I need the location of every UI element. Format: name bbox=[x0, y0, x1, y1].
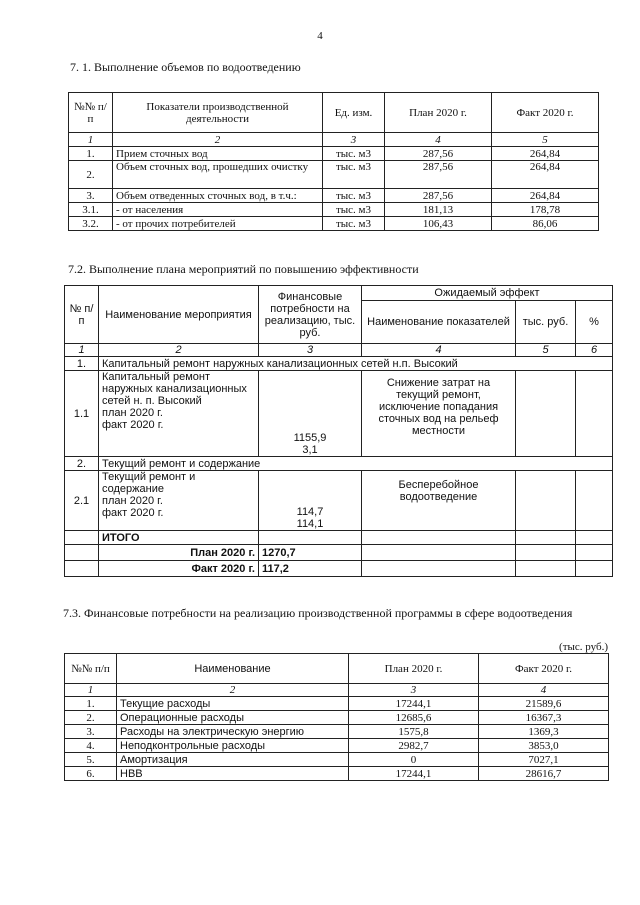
empty-cell bbox=[576, 471, 613, 531]
row-number: 1. bbox=[69, 147, 113, 161]
row-name bbox=[99, 371, 259, 457]
header-cell: Факт 2020 г. bbox=[492, 93, 599, 133]
column-number: 3 bbox=[349, 684, 479, 697]
measure-name: Капитальный ремонт наружных канализационных сетей н. п. Высокий bbox=[102, 371, 247, 407]
header-cell: Ед. изм. bbox=[323, 93, 385, 133]
header-cell: Ожидаемый эффект bbox=[362, 286, 613, 301]
section-title-7-2: 7.2. Выполнение плана мероприятий по повышению эффективности bbox=[68, 262, 419, 276]
table-row bbox=[65, 753, 609, 767]
row-name bbox=[99, 471, 259, 531]
header-cell: % bbox=[576, 301, 613, 344]
row-fact: 28616,7 bbox=[479, 767, 609, 781]
row-plan: 287,56 bbox=[385, 161, 492, 189]
column-number: 4 bbox=[479, 684, 609, 697]
empty-cell bbox=[576, 545, 613, 561]
row-plan: 0 bbox=[349, 753, 479, 767]
row-plan: 17244,1 bbox=[349, 767, 479, 781]
row-effect: Снижение затрат на текущий ремонт, исключение попадания сточных вод на рельеф местности bbox=[362, 371, 516, 457]
column-number: 2 bbox=[99, 344, 259, 357]
header-cell: План 2020 г. bbox=[385, 93, 492, 133]
row-number: 2. bbox=[69, 161, 113, 189]
empty-cell bbox=[259, 531, 362, 545]
table-row bbox=[65, 371, 613, 457]
row-plan: 2982,7 bbox=[349, 739, 479, 753]
row-number: 2. bbox=[65, 711, 117, 725]
column-number: 3 bbox=[259, 344, 362, 357]
header-cell: Наименование мероприятия bbox=[99, 286, 259, 344]
row-plan: 181,13 bbox=[385, 203, 492, 217]
column-number: 2 bbox=[113, 133, 323, 147]
column-number: 1 bbox=[65, 344, 99, 357]
empty-cell bbox=[576, 561, 613, 577]
table-row bbox=[65, 725, 609, 739]
column-number: 5 bbox=[492, 133, 599, 147]
group-number: 1. bbox=[65, 357, 99, 371]
row-finance bbox=[259, 471, 362, 531]
fact-value: 114,1 bbox=[296, 518, 324, 530]
row-number: 6. bbox=[65, 767, 117, 781]
water-disposal-volumes-table bbox=[68, 92, 599, 231]
table-row bbox=[69, 189, 599, 203]
header-cell: Финансовые потребности на реализацию, тыс. руб. bbox=[259, 286, 362, 344]
empty-cell bbox=[362, 561, 516, 577]
group-number: 2. bbox=[65, 457, 99, 471]
plan-value: 1155,9 bbox=[293, 432, 327, 444]
row-name: - от населения bbox=[113, 203, 323, 217]
plan-total-value: 1270,7 bbox=[259, 545, 362, 561]
row-plan: 1575,8 bbox=[349, 725, 479, 739]
row-plan: 106,43 bbox=[385, 217, 492, 231]
column-number: 2 bbox=[117, 684, 349, 697]
empty-cell bbox=[362, 545, 516, 561]
plan-label: план 2020 г. bbox=[102, 407, 163, 419]
row-fact: 16367,3 bbox=[479, 711, 609, 725]
header-cell: Наименование bbox=[117, 654, 349, 684]
efficiency-measures-table bbox=[64, 285, 613, 577]
row-unit: тыс. м3 bbox=[323, 217, 385, 231]
group-title: Капитальный ремонт наружных канализационных сетей н.п. Высокий bbox=[99, 357, 613, 371]
table-row bbox=[65, 357, 613, 371]
financial-needs-table bbox=[64, 653, 609, 781]
header-cell: Показатели производственной деятельности bbox=[113, 93, 323, 133]
table-row bbox=[65, 545, 613, 561]
column-number: 6 bbox=[576, 344, 613, 357]
section-title-7-3: 7.3. Финансовые потребности на реализацию производственной программы в сфере водоотведения bbox=[63, 606, 573, 620]
empty-cell bbox=[516, 371, 576, 457]
table-row bbox=[69, 203, 599, 217]
plan-label: план 2020 г. bbox=[102, 495, 163, 507]
empty-cell bbox=[576, 531, 613, 545]
row-effect: Бесперебойное водоотведение bbox=[362, 471, 516, 531]
row-unit: тыс. м3 bbox=[323, 203, 385, 217]
page-number: 4 bbox=[317, 30, 323, 42]
column-number: 4 bbox=[362, 344, 516, 357]
header-cell: Факт 2020 г. bbox=[479, 654, 609, 684]
header-cell: План 2020 г. bbox=[349, 654, 479, 684]
row-name: - от прочих потребителей bbox=[113, 217, 323, 231]
column-number: 1 bbox=[69, 133, 113, 147]
row-number: 4. bbox=[65, 739, 117, 753]
header-cell: №№ п/п bbox=[69, 93, 113, 133]
measure-name: Текущий ремонт и содержание bbox=[102, 471, 196, 495]
row-finance bbox=[259, 371, 362, 457]
row-fact: 86,06 bbox=[492, 217, 599, 231]
unit-label: (тыс. руб.) bbox=[559, 641, 608, 653]
header-cell: Наименование показателей bbox=[362, 301, 516, 344]
row-number: 1.1 bbox=[65, 371, 99, 457]
row-name: Объем отведенных сточных вод, в т.ч.: bbox=[113, 189, 323, 203]
row-name: НВВ bbox=[117, 767, 349, 781]
row-fact: 21589,6 bbox=[479, 697, 609, 711]
row-number: 3. bbox=[69, 189, 113, 203]
row-plan: 12685,6 bbox=[349, 711, 479, 725]
row-number: 1. bbox=[65, 697, 117, 711]
row-plan: 287,56 bbox=[385, 147, 492, 161]
row-number: 3.1. bbox=[69, 203, 113, 217]
row-unit: тыс. м3 bbox=[323, 147, 385, 161]
row-number: 3. bbox=[65, 725, 117, 739]
row-name: Объем сточных вод, прошедших очистку bbox=[113, 161, 323, 189]
column-number: 3 bbox=[323, 133, 385, 147]
table-row bbox=[65, 739, 609, 753]
row-number: 5. bbox=[65, 753, 117, 767]
plan-total-label: План 2020 г. bbox=[99, 545, 259, 561]
total-label: ИТОГО bbox=[99, 531, 259, 545]
row-fact: 7027,1 bbox=[479, 753, 609, 767]
row-fact: 264,84 bbox=[492, 189, 599, 203]
row-name: Текущие расходы bbox=[117, 697, 349, 711]
table-row bbox=[65, 457, 613, 471]
plan-value: 114,7 bbox=[296, 506, 324, 518]
table-row bbox=[69, 147, 599, 161]
empty-cell bbox=[65, 561, 99, 577]
empty-cell bbox=[516, 561, 576, 577]
row-number: 2.1 bbox=[65, 471, 99, 531]
fact-total-label: Факт 2020 г. bbox=[99, 561, 259, 577]
column-number: 4 bbox=[385, 133, 492, 147]
fact-value: 3,1 bbox=[302, 444, 318, 456]
row-unit: тыс. м3 bbox=[323, 189, 385, 203]
empty-cell bbox=[516, 531, 576, 545]
table-row bbox=[69, 161, 599, 189]
row-name: Амортизация bbox=[117, 753, 349, 767]
column-number: 1 bbox=[65, 684, 117, 697]
table-row bbox=[65, 561, 613, 577]
table-row bbox=[65, 471, 613, 531]
row-fact: 3853,0 bbox=[479, 739, 609, 753]
header-cell: №№ п/п bbox=[65, 654, 117, 684]
row-fact: 1369,3 bbox=[479, 725, 609, 739]
table-row bbox=[65, 711, 609, 725]
row-name: Расходы на электрическую энергию bbox=[117, 725, 349, 739]
fact-label: факт 2020 г. bbox=[102, 419, 164, 431]
empty-cell bbox=[65, 545, 99, 561]
empty-cell bbox=[362, 531, 516, 545]
column-number: 5 bbox=[516, 344, 576, 357]
table-row bbox=[65, 697, 609, 711]
header-cell: тыс. руб. bbox=[516, 301, 576, 344]
row-fact: 264,84 bbox=[492, 147, 599, 161]
empty-cell bbox=[516, 471, 576, 531]
row-name: Операционные расходы bbox=[117, 711, 349, 725]
empty-cell bbox=[65, 531, 99, 545]
row-fact: 178,78 bbox=[492, 203, 599, 217]
fact-label: факт 2020 г. bbox=[102, 507, 164, 519]
empty-cell bbox=[576, 371, 613, 457]
row-number: 3.2. bbox=[69, 217, 113, 231]
row-unit: тыс. м3 bbox=[323, 161, 385, 189]
row-plan: 287,56 bbox=[385, 189, 492, 203]
group-title: Текущий ремонт и содержание bbox=[99, 457, 613, 471]
section-title-7-1: 7. 1. Выполнение объемов по водоотведению bbox=[70, 60, 301, 74]
table-row bbox=[69, 217, 599, 231]
table-row bbox=[65, 531, 613, 545]
row-name: Неподконтрольные расходы bbox=[117, 739, 349, 753]
header-cell: № п/п bbox=[65, 286, 99, 344]
row-plan: 17244,1 bbox=[349, 697, 479, 711]
row-name: Прием сточных вод bbox=[113, 147, 323, 161]
empty-cell bbox=[516, 545, 576, 561]
row-fact: 264,84 bbox=[492, 161, 599, 189]
fact-total-value: 117,2 bbox=[259, 561, 362, 577]
table-row bbox=[65, 767, 609, 781]
